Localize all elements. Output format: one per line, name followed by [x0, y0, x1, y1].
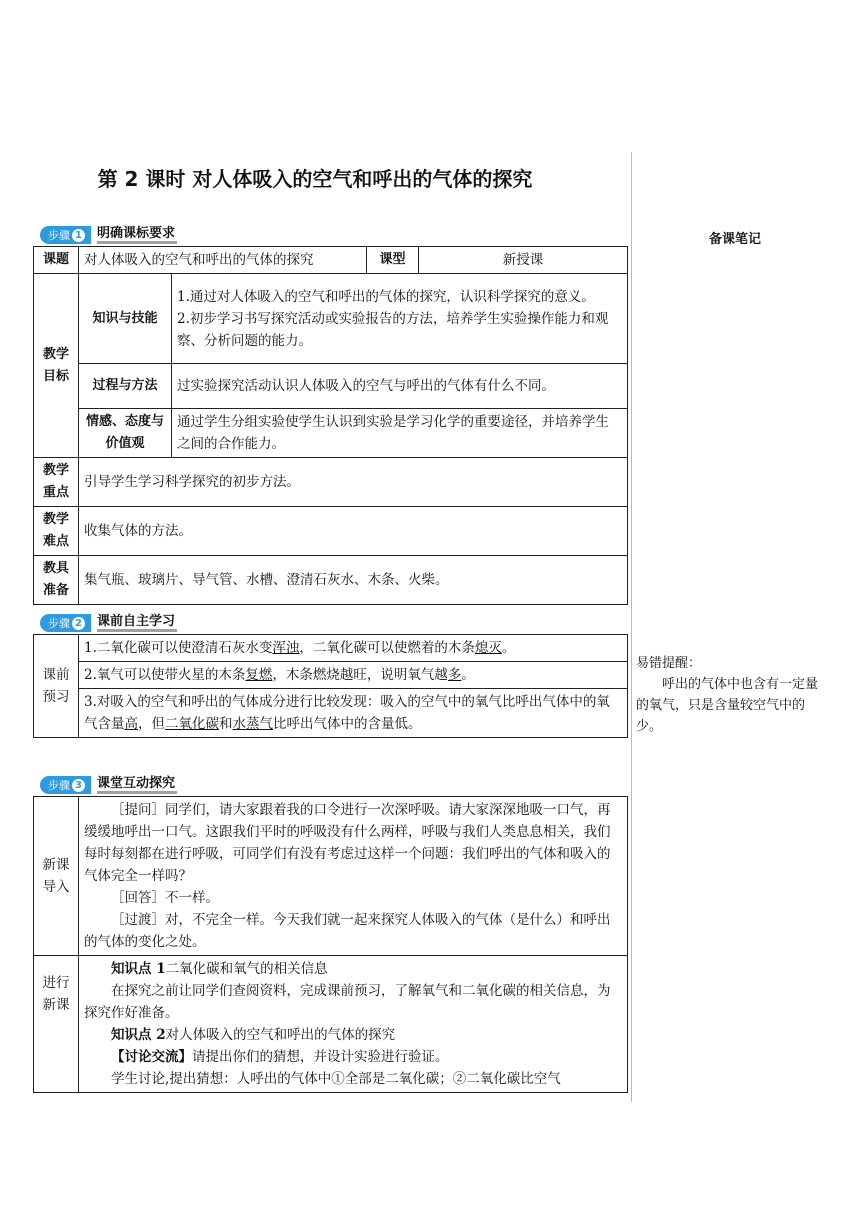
step2-header	[40, 613, 177, 633]
intro-question: ［提问］同学们，请大家跟着我的口令进行一次深呼吸。请大家深深地吸一口气，再缓缓地呼出一口气。这跟我们平时的呼吸没有什么两样，呼吸与我们人类息息相关，我们每时每刻都在进行呼吸，可同学们有没有考虑过这样一个问题：我们呼出的气体和吸入的气体完全一样吗？	[84, 802, 611, 884]
tools-value: 集气瓶、玻璃片、导气管、水槽、澄清石灰水、木条、火柴。	[79, 556, 628, 605]
page-title: 第 2 课时 对人体吸入的空气和呼出的气体的探究	[97, 167, 533, 191]
topic-label: 课题	[34, 247, 79, 274]
goal-label-attitude: 情感、态度与价值观	[79, 409, 172, 458]
step3-title: 课堂互动探究	[97, 776, 177, 794]
key-point-value: 引导学生学习科学探究的初步方法。	[79, 458, 628, 507]
step3-number: 3	[72, 779, 85, 792]
kp1-heading: 知识点 1二氧化碳和氧气的相关信息	[111, 961, 328, 977]
preview-item-3: 3.对吸入的空气和呼出的气体成分进行比较发现：吸入的空气中的氧气比呼出气体中的氧气含量高，但二氧化碳和水蒸气比呼出气体中的含量低。	[79, 689, 628, 738]
preview-table	[33, 634, 628, 738]
kp1-body: 在探究之前让同学们查阅资料，完成课前预习，了解氧气和二氧化碳的相关信息，为探究作好准备。	[84, 983, 611, 1021]
tools-label: 教具准备	[34, 556, 79, 605]
step1-header	[40, 225, 177, 245]
lesson-type-label: 课型	[367, 247, 419, 274]
lesson-type-value: 新授课	[419, 247, 628, 274]
goal-text-process: 过实验探究活动认识人体吸入的空气与呼出的气体有什么不同。	[172, 364, 628, 409]
goal-text-knowledge: 1.通过对人体吸入的空气和呼出的气体的探究，认识科学探究的意义。 2.初步学习书写探究活动或实验报告的方法，培养学生实验操作能力和观察、分析问题的能力。	[172, 274, 628, 364]
error-prone-note	[636, 653, 826, 737]
intro-transition: ［过渡］对，不完全一样。今天我们就一起来探究人体吸入的气体（是什么）和呼出的气体的变化之处。	[84, 912, 611, 950]
preview-item-2: 2.氧气可以使带火星的木条复燃，木条燃烧越旺，说明氧气越多。	[79, 662, 628, 689]
student-guess: 学生讨论,提出猜想：人呼出的气体中①全部是二氧化碳；②二氧化碳比空气	[111, 1071, 561, 1087]
goal-label-process: 过程与方法	[79, 364, 172, 409]
intro-label: 新课导入	[34, 797, 79, 956]
step3-badge: 步骤 3	[40, 776, 91, 794]
step3-header	[40, 775, 177, 795]
step1-number: 1	[72, 229, 85, 242]
intro-content	[79, 797, 628, 956]
goal-text-attitude: 通过学生分组实验使学生认识到实验是学习化学的重要途径，并培养学生之间的合作能力。	[172, 409, 628, 458]
kp2-heading: 知识点 2对人体吸入的空气和呼出的气体的探究	[111, 1027, 396, 1043]
sidebar-title: 备课笔记	[708, 232, 761, 247]
margin-divider	[631, 152, 632, 1102]
key-point-label: 教学重点	[34, 458, 79, 507]
new-lesson-content	[79, 956, 628, 1093]
new-lesson-label: 进行新课	[34, 956, 79, 1093]
step2-title: 课前自主学习	[97, 614, 177, 632]
difficulty-value: 收集气体的方法。	[79, 507, 628, 556]
discussion: 【讨论交流】请提出你们的猜想，并设计实验进行验证。	[111, 1049, 449, 1065]
goals-label: 教学目标	[34, 274, 79, 458]
difficulty-label: 教学难点	[34, 507, 79, 556]
topic-value: 对人体吸入的空气和呼出的气体的探究	[79, 247, 367, 274]
intro-answer: ［回答］不一样。	[111, 890, 219, 906]
step2-number: 2	[72, 617, 85, 630]
preview-item-1: 1.二氧化碳可以使澄清石灰水变浑浊，二氧化碳可以使燃着的木条熄灭。	[79, 635, 628, 662]
note-text: 呼出的气体中也含有一定量的氧气，只是含量较空气中的少。	[636, 677, 819, 734]
goal-label-knowledge: 知识与技能	[79, 274, 172, 364]
step2-badge: 步骤 2	[40, 614, 91, 632]
step1-title: 明确课标要求	[97, 226, 177, 244]
note-title: 易错提醒：	[636, 656, 702, 671]
preview-label: 课前预习	[34, 635, 79, 738]
step1-badge: 步骤 1	[40, 226, 91, 244]
objectives-table	[33, 246, 628, 605]
classroom-table	[33, 796, 628, 1093]
